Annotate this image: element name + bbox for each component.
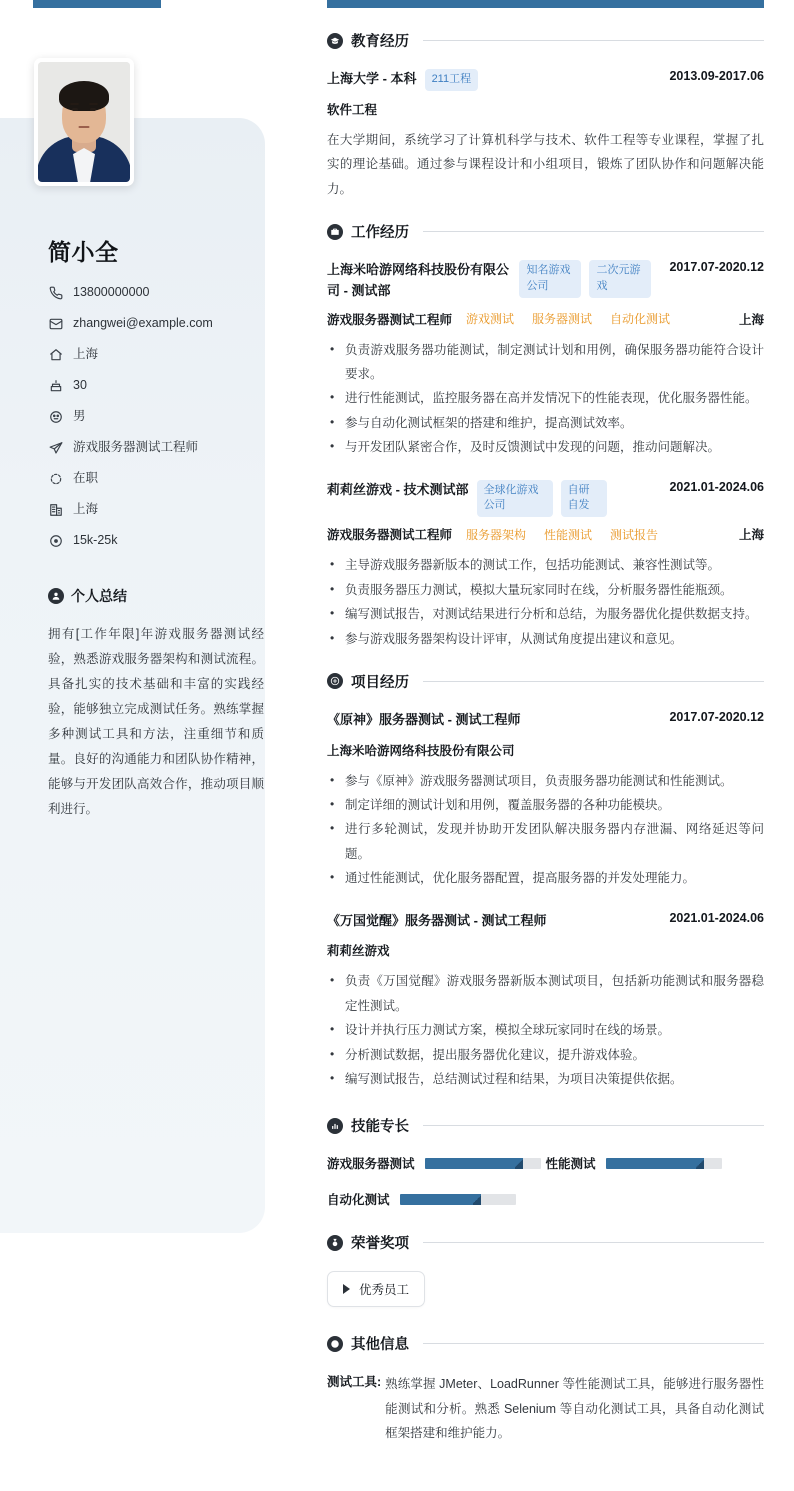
main-content [300,0,794,1491]
skill-label: 性能测试 [545,1157,596,1172]
section-divider [423,1125,764,1126]
contact-value: 30 [73,378,87,392]
school-name: 上海大学 - 本科 [327,71,417,86]
skill-tag: 游戏测试 [466,312,515,327]
play-triangle-icon [343,1284,350,1294]
skill-bar-track [425,1158,541,1169]
tag: 二次元游戏 [589,260,651,298]
section-header-education [327,30,764,51]
award-chip[interactable] [327,1271,425,1307]
contact-item-email [48,316,264,331]
section-header [48,586,264,606]
contact-value: 游戏服务器测试工程师 [73,440,199,454]
contact-value: 上海 [73,502,99,516]
section-awards [327,1232,764,1307]
education-entry [327,69,764,201]
company-tags [477,480,607,518]
job-skill-tags [466,310,670,327]
salary-icon [48,533,63,548]
section-title: 教育经历 [351,34,409,50]
skill-list [327,1154,764,1216]
cake-icon [48,378,63,393]
skill-tag: 性能测试 [544,527,593,542]
contact-value: 15k-25k [73,533,118,547]
skill-item [327,1190,546,1208]
skill-bar-track [606,1158,722,1169]
bullet: • 设计并执行压力测试方案，模拟全球玩家同时在线的场景。 [327,1018,764,1042]
skill-bar-fill [400,1194,481,1205]
bullet: • 与开发团队紧密合作，及时反馈测试中发现的问题，推动问题解决。 [327,435,764,459]
award-label: 优秀员工 [359,1283,410,1298]
skill-bar-track [400,1194,516,1205]
job-location: 上海 [738,312,764,327]
bullet: • 参与自动化测试框架的搭建和维护，提高测试效率。 [327,411,764,435]
section-divider [423,681,764,682]
bullet: • 负责《万国觉醒》游戏服务器新版本测试项目，包括新功能测试和服务器稳定性测试。 [327,969,764,1018]
project-bullets [327,969,764,1091]
sidebar [0,0,300,822]
contact-item-phone [48,285,264,300]
section-title: 其他信息 [351,1337,409,1354]
section-header-awards [327,1232,764,1253]
skill-bar-fill [606,1158,705,1169]
status-icon [48,471,63,486]
bullet: • 主导游戏服务器新版本的测试工作，包括功能测试、兼容性测试等。 [327,553,764,577]
skill-tag: 服务器架构 [466,527,527,542]
section-personal-summary [48,586,264,822]
work-entry [327,260,764,459]
project-date: 2021.01-2024.06 [669,910,764,925]
work-entry [327,480,764,651]
job-title: 游戏服务器测试工程师 [327,528,453,543]
bullet: • 负责服务器压力测试，模拟大量玩家同时在线，分析服务器性能瓶颈。 [327,578,764,602]
section-title: 技能专长 [351,1119,409,1136]
bullet: • 参与《原神》游戏服务器测试项目，负责服务器功能测试和性能测试。 [327,769,764,793]
section-other-info [327,1333,764,1445]
section-header-skills [327,1115,764,1136]
skill-tag: 测试报告 [610,527,659,542]
avatar [34,58,134,186]
project-name: 《原神》服务器测试 - 测试工程师 [327,711,521,727]
mail-icon [48,316,63,331]
building-icon [48,502,63,517]
bullet: • 通过性能测试，优化服务器配置，提高服务器的并发处理能力。 [327,866,764,890]
skill-label: 游戏服务器测试 [327,1157,415,1172]
paper-plane-icon [48,440,63,455]
contact-value: 上海 [73,347,99,361]
section-divider [423,231,764,232]
tag: 全球化游戏公司 [477,480,553,518]
project-company: 上海米哈游网络科技股份有限公司 [327,743,515,758]
contact-item-status [48,471,264,486]
award-list [327,1271,764,1307]
section-title: 项目经历 [351,674,409,691]
info-icon [327,1336,343,1352]
education-date: 2013.09-2017.06 [669,69,764,83]
contact-item-work-city [48,502,264,517]
section-divider [423,40,764,41]
section-header-work [327,221,764,242]
graduation-icon [327,33,343,49]
other-info-text: 熟练掌握 JMeter、LoadRunner 等性能测试工具，能够进行服务器性能测试和分析。熟悉 Selenium 等自动化测试工具，具备自动化测试框架搭建和维护能力。 [385,1377,764,1440]
work-date: 2017.07-2020.12 [669,260,764,275]
skill-tag: 服务器测试 [532,312,593,327]
bullet: • 分析测试数据，提出服务器优化建议，提升游戏体验。 [327,1043,764,1067]
contact-value: zhangwei@example.com [73,316,213,330]
section-skills [327,1115,764,1216]
phone-icon [48,285,63,300]
company-name: 莉莉丝游戏 - 技术测试部 [327,481,469,497]
job-title: 游戏服务器测试工程师 [327,312,453,327]
other-info-row [327,1372,764,1445]
section-work [327,221,764,651]
bullet: • 编写测试报告，总结测试过程和结果，为项目决策提供依据。 [327,1067,764,1091]
accent-bar-right [327,0,764,8]
section-title: 个人总结 [71,588,127,604]
contact-value: 13800000000 [73,285,150,299]
contact-item-position [48,440,264,455]
other-info-label: 测试工具: [327,1375,382,1390]
project-entry [327,911,764,1092]
company-name: 上海米哈游网络科技股份有限公司 - 测试部 [327,262,510,298]
contact-item-gender [48,409,264,424]
job-bullets [327,553,764,651]
project-entry [327,710,764,891]
company-tags [519,260,651,298]
avatar-photo [38,62,130,182]
skill-label: 自动化测试 [327,1193,390,1208]
grid-icon [327,673,343,689]
section-education [327,30,764,201]
section-header-projects [327,671,764,692]
bullet: • 编写测试报告，对测试结果进行分析和总结，为服务器优化提供数据支持。 [327,602,764,626]
skill-item [327,1154,546,1172]
briefcase-icon [327,224,343,240]
skill-bar-fill [425,1158,524,1169]
user-circle-icon [48,588,64,604]
contact-list [48,285,264,548]
medal-icon [327,1235,343,1251]
contact-item-salary [48,533,264,548]
bullet: • 制定详细的测试计划和用例，覆盖服务器的各种功能模块。 [327,793,764,817]
contact-value: 男 [73,409,86,423]
tag: 211工程 [425,69,479,91]
gender-icon [48,409,63,424]
education-major: 软件工程 [327,102,378,117]
bullet: • 进行多轮测试，发现并协助开发团队解决服务器内存泄漏、网络延迟等问题。 [327,817,764,866]
job-bullets [327,338,764,460]
job-location: 上海 [738,528,764,543]
section-projects [327,671,764,1091]
work-date: 2021.01-2024.06 [669,479,764,494]
section-divider [423,1242,764,1243]
contact-value: 在职 [73,471,99,485]
school-tags [425,69,479,91]
bullet: • 参与游戏服务器架构设计评审，从测试角度提出建议和意见。 [327,627,764,651]
tag: 知名游戏公司 [519,260,581,298]
skill-tag: 自动化测试 [610,312,671,327]
project-name: 《万国觉醒》服务器测试 - 测试工程师 [327,912,547,928]
skill-item [546,1154,765,1172]
personal-summary-text: 拥有[工作年限]年游戏服务器测试经验，熟悉游戏服务器架构和测试流程。具备扎实的技术基础和丰富的实践经验，能够独立完成测试任务。熟练掌握多种测试工具和方法，注重细节和质量。良好的沟通能力和团队协作精神，能够与开发团队高效合作，推动项目顺利进行。 [48,627,264,816]
bullet: • 进行性能测试，监控服务器在高并发情况下的性能表现，优化服务器性能。 [327,386,764,410]
person-name: 简小全 [48,239,119,265]
section-title: 工作经历 [351,225,409,242]
section-header-other-info [327,1333,764,1354]
bullet: • 负责游戏服务器功能测试，制定测试计划和用例，确保服务器功能符合设计要求。 [327,338,764,387]
home-icon [48,347,63,362]
project-date: 2017.07-2020.12 [669,709,764,724]
tag: 自研自发 [561,480,607,518]
project-bullets [327,769,764,891]
job-skill-tags [466,526,658,543]
project-company: 莉莉丝游戏 [327,944,390,959]
education-description: 在大学期间，系统学习了计算机科学与技术、软件工程等专业课程，掌握了扎实的理论基础。通过参与课程设计和小组项目，锻炼了团队协作和问题解决能力。 [327,132,764,196]
contact-item-city [48,347,264,362]
section-title: 荣誉奖项 [351,1236,409,1253]
contact-item-age [48,378,264,393]
chart-icon [327,1118,343,1134]
section-divider [423,1343,764,1344]
